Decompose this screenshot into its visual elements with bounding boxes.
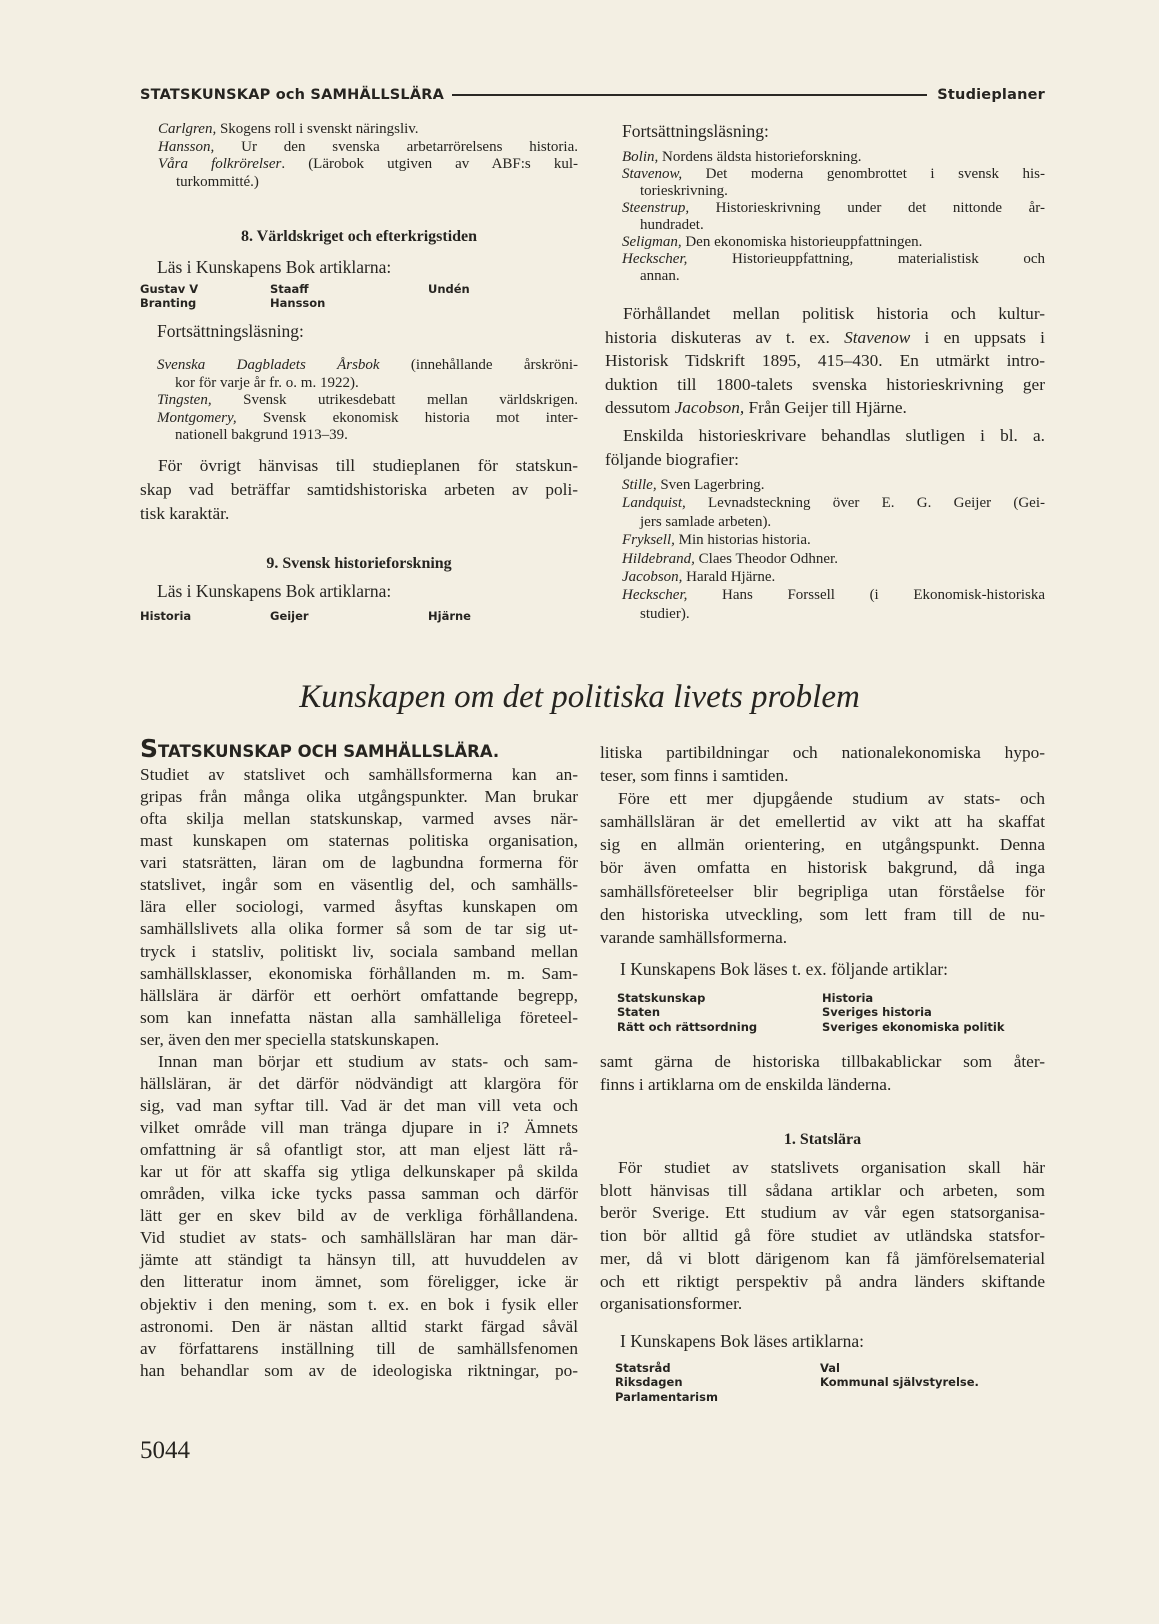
text-segment: ser, även den mer speciella statskunskapen. bbox=[140, 1029, 440, 1049]
text-line bbox=[140, 786, 578, 808]
reading-instruction: Läs i Kunskapens Bok artiklarna: bbox=[157, 581, 392, 601]
article-list bbox=[615, 1361, 1045, 1405]
text-line bbox=[600, 787, 1045, 810]
text-line bbox=[140, 764, 578, 786]
author-name: Bolin, bbox=[622, 149, 659, 165]
header-rule bbox=[452, 94, 927, 96]
text-segment: Historieuppfattning, materialistisk och bbox=[687, 251, 1045, 267]
text-segment: områden, vilka icke tycks passa samman och därför bbox=[140, 1184, 578, 1204]
article-name: Statskunskap bbox=[617, 991, 706, 1005]
text-segment: jämte att ständigt ta hänsyn till, att huvuddelen av bbox=[140, 1250, 578, 1270]
text-segment: följande biografier: bbox=[605, 450, 739, 469]
text-line bbox=[600, 1225, 1045, 1248]
text-segment: av författarens inställning till de samhällsfenomen bbox=[140, 1338, 578, 1358]
text-segment: För studiet av statslivets organisation skall här bbox=[618, 1158, 1045, 1177]
text-line bbox=[622, 605, 1045, 623]
text-segment: berör Sverige. Ett studium av vår egen statsorganisa- bbox=[600, 1203, 1045, 1223]
text-segment: Innan man börjar ett studium av stats- och sam- bbox=[158, 1051, 578, 1071]
text-line bbox=[140, 478, 578, 502]
text-segment: som kan innefatta nästan alla samhälleliga företeel- bbox=[140, 1007, 578, 1027]
text-segment: samhällsföreteelser blir begripliga utan förståelse för bbox=[600, 881, 1045, 901]
text-segment: Levnadsteckning över E. G. Geijer (Gei- bbox=[685, 495, 1045, 512]
paragraph bbox=[600, 1050, 1045, 1096]
text-line bbox=[140, 1316, 578, 1338]
text-line bbox=[157, 375, 578, 393]
text-line bbox=[140, 918, 578, 940]
article-name: Staten bbox=[617, 1005, 661, 1020]
reading-instruction: I Kunskapens Bok läses artiklarna: bbox=[620, 1331, 864, 1351]
article-name: Riksdagen bbox=[615, 1375, 683, 1390]
text-line bbox=[605, 326, 1045, 350]
text-segment: kar ut för att skaffa sig ytliga delkunskaper på skilda bbox=[140, 1162, 578, 1182]
text-line bbox=[622, 217, 1045, 234]
text-segment: teser, som finns i samtiden. bbox=[600, 766, 789, 786]
author-name: Landquist, bbox=[622, 495, 686, 512]
article-list bbox=[617, 991, 1047, 1035]
drop-cap: S bbox=[140, 734, 159, 763]
text-line bbox=[140, 830, 578, 852]
header-section-title: STATSKUNSKAP och SAMHÄLLSLÄRA bbox=[140, 87, 445, 103]
article-heading bbox=[140, 736, 499, 765]
text-line bbox=[605, 448, 1045, 472]
paragraph bbox=[600, 1157, 1045, 1316]
text-segment: Harald Hjärne. bbox=[682, 569, 776, 586]
article-name: Statsråd bbox=[615, 1361, 671, 1375]
author-name: Hildebrand, bbox=[622, 550, 695, 567]
text-segment: blott hänvisas till sådana artiklar och arbeten, som bbox=[600, 1180, 1045, 1200]
text-segment: Det moderna genombrottet i svensk his- bbox=[682, 166, 1045, 182]
text-line bbox=[622, 200, 1045, 217]
text-segment: skap vad beträffar samtidshistoriska arbeten av poli- bbox=[140, 480, 578, 499]
text-segment: . (Lärobok utgiven av ABF:s kul- bbox=[281, 156, 578, 172]
text-segment: i en uppsats i bbox=[910, 327, 1045, 347]
article-heading-text: TATSKUNSKAP OCH SAMHÄLLSLÄRA. bbox=[158, 742, 500, 761]
text-line bbox=[600, 1248, 1045, 1271]
text-line bbox=[140, 454, 578, 478]
text-line bbox=[140, 1117, 578, 1139]
article-name: Parlamentarism bbox=[615, 1389, 718, 1404]
text-segment: vilket område vill man tränga djupare in i? Ämnets bbox=[140, 1118, 578, 1137]
text-segment: och ett riktigt perspektiv på andra länders skiftande bbox=[600, 1271, 1045, 1291]
article-name: Undén bbox=[428, 282, 470, 296]
text-segment: omfattning är så ofantligt stor, att man eljest lätt rå- bbox=[140, 1140, 578, 1160]
text-line bbox=[157, 392, 578, 410]
text-line bbox=[140, 1029, 578, 1051]
text-segment: duktion till 1800-talets svenska historieskrivning ger bbox=[605, 374, 1045, 394]
paragraph bbox=[600, 741, 1045, 949]
text-line bbox=[605, 396, 1045, 420]
article-name: Rätt och rättsordning bbox=[617, 1019, 758, 1034]
text-segment: sig, vad man syftar till. Vad är det man vill veta och bbox=[140, 1095, 578, 1115]
text-segment: hundradet. bbox=[640, 217, 704, 233]
text-segment: Skogens roll i svenskt näringsliv. bbox=[216, 121, 419, 137]
author-name: Hansson, bbox=[158, 138, 215, 155]
author-name: Stille, bbox=[622, 477, 657, 493]
text-segment: torieskrivning. bbox=[640, 183, 728, 199]
author-name: Seligman, bbox=[622, 234, 682, 250]
text-line bbox=[140, 1249, 578, 1271]
text-line bbox=[140, 852, 578, 874]
text-segment: samhällsklasser, ekonomiska förhållanden m. m. Sam- bbox=[140, 963, 578, 983]
text-segment: annan. bbox=[640, 268, 680, 284]
text-segment: studier). bbox=[640, 605, 690, 622]
paragraph bbox=[605, 302, 1045, 420]
text-segment: tion bör alltid gå före studiet av utländska statsfor- bbox=[600, 1226, 1045, 1246]
article-name: Sveriges historia bbox=[822, 1005, 932, 1020]
text-line bbox=[622, 513, 1045, 531]
text-segment: turkommitté.) bbox=[176, 173, 259, 190]
text-line bbox=[622, 476, 1045, 494]
article-name: Hansson bbox=[270, 296, 326, 311]
text-line bbox=[600, 1073, 1045, 1096]
header-right-title: Studieplaner bbox=[937, 87, 1045, 103]
bibliography-list bbox=[622, 476, 1045, 623]
reading-instruction: Läs i Kunskapens Bok artiklarna: bbox=[157, 257, 392, 277]
article-body bbox=[140, 764, 578, 1382]
article-list bbox=[140, 609, 580, 625]
author-name: Heckscher, bbox=[622, 251, 688, 267]
author-name: Carlgren, bbox=[158, 121, 217, 137]
text-line bbox=[158, 174, 578, 192]
text-line bbox=[600, 1180, 1045, 1203]
text-line bbox=[157, 410, 578, 428]
text-line bbox=[600, 1050, 1045, 1073]
text-line bbox=[140, 963, 578, 985]
text-segment: hällsläran, är det därför nödvändigt att klargöra för bbox=[140, 1073, 578, 1093]
text-segment: nationell bakgrund 1913–39. bbox=[175, 427, 348, 443]
text-segment: samt gärna de historiska tillbakablickar som åter- bbox=[600, 1052, 1045, 1071]
text-segment: Svensk ekonomisk historia mot inter- bbox=[236, 409, 578, 426]
text-segment: astronomi. Den är nästan alltid starkt färgad såväl bbox=[140, 1316, 578, 1336]
text-line bbox=[140, 1360, 578, 1382]
text-line bbox=[622, 166, 1045, 183]
article-name: Historia bbox=[140, 609, 192, 623]
author-name: Heckscher, bbox=[622, 587, 688, 604]
text-segment: Historieskrivning under det nittonde år- bbox=[689, 200, 1045, 216]
further-reading-label: Fortsättningsläsning: bbox=[157, 321, 304, 341]
text-line bbox=[605, 349, 1045, 373]
text-segment: lära eller sociologi, varmed åsyftas kunskapen om bbox=[140, 897, 578, 917]
text-segment: Den ekonomiska historieuppfattningen. bbox=[681, 234, 923, 250]
article-name: Sveriges ekonomiska politik bbox=[822, 1019, 1005, 1034]
text-segment: Från Geijer till Hjärne. bbox=[744, 398, 907, 417]
author-name: Montgomery, bbox=[157, 409, 237, 426]
further-reading-label: Fortsättningsläsning: bbox=[622, 121, 769, 141]
page-number: 5044 bbox=[140, 1437, 190, 1464]
text-segment: Förhållandet mellan politisk historia och kultur- bbox=[623, 304, 1045, 323]
reading-instruction: I Kunskapens Bok läses t. ex. följande artiklar: bbox=[620, 959, 949, 979]
text-line bbox=[605, 424, 1045, 448]
text-line bbox=[158, 156, 578, 174]
article-column bbox=[140, 282, 198, 311]
text-line bbox=[605, 302, 1045, 326]
text-line bbox=[600, 833, 1045, 856]
text-segment: varande samhällsformerna. bbox=[600, 927, 788, 947]
text-segment: Claes Theodor Odhner. bbox=[694, 550, 838, 567]
running-header bbox=[140, 84, 1045, 106]
text-segment: lätt ger en skev bild av de verkliga förhållandena. bbox=[140, 1206, 578, 1226]
text-segment: tryck i statsliv, politiskt liv, sociala samband mellan bbox=[140, 941, 578, 961]
article-name: Geijer bbox=[270, 609, 309, 623]
paragraph bbox=[140, 454, 578, 526]
text-line bbox=[157, 427, 578, 445]
text-line bbox=[622, 234, 1045, 251]
text-segment: Ur den svenska arbetarrörelsens historia. bbox=[214, 138, 578, 155]
text-segment: Historisk Tidskrift 1895, 415–430. En utmärkt intro- bbox=[605, 351, 1045, 370]
text-segment: Studiet av statslivet och samhällsformerna kan an- bbox=[140, 765, 578, 784]
text-segment: mer, då vi blott därigenom kan få jämförelsematerial bbox=[600, 1248, 1045, 1268]
article-name: Historia bbox=[822, 991, 874, 1005]
text-segment: organisationsformer. bbox=[600, 1294, 743, 1314]
author-name: Fryksell, bbox=[622, 532, 675, 549]
text-segment: den historiska utveckling, som lett fram till de nu- bbox=[600, 904, 1045, 924]
text-line bbox=[600, 764, 1045, 787]
text-segment: Enskilda historieskrivare behandlas slutligen i bl. a. bbox=[623, 426, 1045, 445]
text-line bbox=[140, 1161, 578, 1183]
text-segment: samhällsläran är det emellertid av vikt att ha skaffat bbox=[600, 812, 1045, 832]
text-line bbox=[158, 139, 578, 157]
section-heading: 8. Världskriget och efterkrigstiden bbox=[240, 228, 478, 245]
text-line bbox=[140, 896, 578, 918]
author-name: Jacobson, bbox=[674, 398, 745, 417]
article-column bbox=[270, 609, 309, 623]
article-name: Hjärne bbox=[428, 609, 471, 623]
bibliography-list bbox=[622, 149, 1045, 285]
article-name: Branting bbox=[140, 296, 197, 311]
author-name: Våra folkrörelser bbox=[158, 156, 282, 172]
text-line bbox=[600, 880, 1045, 903]
author-name: Steenstrup, bbox=[622, 200, 690, 216]
text-segment: mast kunskapen om staternas politiska organisation, bbox=[140, 831, 578, 851]
text-segment: gripas från många olika utgångspunkter. Man brukar bbox=[140, 787, 578, 807]
text-line bbox=[622, 550, 1045, 568]
text-segment: Svensk utrikesdebatt mellan världskrigen. bbox=[211, 392, 578, 408]
text-segment: Sven Lagerbring. bbox=[656, 477, 765, 493]
text-segment: kor för varje år fr. o. m. 1922). bbox=[175, 374, 359, 391]
text-segment: För övrigt hänvisas till studieplanen för statskun- bbox=[158, 456, 578, 475]
text-line bbox=[605, 373, 1045, 397]
paragraph bbox=[605, 424, 1045, 472]
text-line bbox=[140, 1073, 578, 1095]
text-line bbox=[140, 1095, 578, 1117]
text-line bbox=[600, 741, 1045, 764]
section-title: Kunskapen om det politiska livets problem bbox=[299, 679, 860, 715]
text-segment: sig en allmän orientering, en utgångspunkt. Denna bbox=[600, 835, 1045, 855]
text-segment: Hans Forssell (i Ekonomisk-historiska bbox=[687, 587, 1045, 604]
article-list bbox=[140, 282, 580, 312]
text-segment: tisk karaktär. bbox=[140, 504, 230, 523]
article-name: Val bbox=[820, 1361, 840, 1375]
section-heading: 9. Svensk historieforskning bbox=[266, 555, 452, 572]
text-segment: vari statsrätten, läran om de lagbundna formerna för bbox=[140, 853, 578, 873]
text-segment: Vid studiet av stats- och samhällsläran har man där- bbox=[140, 1228, 578, 1248]
text-line bbox=[622, 568, 1045, 586]
author-name: Jacobson, bbox=[622, 569, 683, 586]
text-segment: dessutom bbox=[605, 398, 675, 417]
article-name: Staaff bbox=[270, 282, 309, 296]
bibliography-list bbox=[158, 121, 578, 191]
text-line bbox=[622, 586, 1045, 604]
text-line bbox=[600, 810, 1045, 833]
text-line bbox=[140, 1338, 578, 1360]
text-line bbox=[600, 856, 1045, 879]
text-line bbox=[140, 1007, 578, 1029]
article-column bbox=[820, 1361, 979, 1390]
text-segment: Min historias historia. bbox=[674, 532, 811, 549]
text-segment: (innehållande årskröni- bbox=[379, 357, 578, 373]
text-segment: statslivet, ingår som en väsentlig del, och samhälls- bbox=[140, 875, 578, 895]
text-line bbox=[140, 1051, 578, 1073]
text-line bbox=[140, 1271, 578, 1293]
text-line bbox=[140, 874, 578, 896]
author-name: Stavenow, bbox=[622, 166, 683, 182]
text-segment: den litteratur inom ämnet, som föreligger, icke är bbox=[140, 1272, 578, 1292]
text-line bbox=[157, 357, 578, 375]
text-line bbox=[140, 1183, 578, 1205]
text-line bbox=[622, 268, 1045, 285]
text-segment: bör även omfatta en historisk bakgrund, då inga bbox=[600, 858, 1045, 878]
text-line bbox=[140, 808, 578, 830]
text-line bbox=[140, 1294, 578, 1316]
text-line bbox=[600, 926, 1045, 949]
text-segment: hällslära är därför ett oerhört omfattande begrepp, bbox=[140, 985, 578, 1005]
text-segment: jers samlade arbeten). bbox=[640, 513, 772, 530]
article-column bbox=[140, 609, 191, 623]
text-line bbox=[622, 531, 1045, 549]
text-segment: objektiv i den mening, som t. ex. en bok i fysik eller bbox=[140, 1294, 578, 1314]
text-segment: samhällslivets alla olika former så som de tar sig ut- bbox=[140, 919, 578, 939]
bibliography-list bbox=[157, 357, 578, 445]
text-line bbox=[140, 985, 578, 1007]
text-line bbox=[140, 1227, 578, 1249]
text-line bbox=[622, 183, 1045, 200]
text-line bbox=[158, 121, 578, 139]
text-line bbox=[600, 1202, 1045, 1225]
article-name: Kommunal självstyrelse. bbox=[820, 1375, 979, 1390]
text-line bbox=[140, 941, 578, 963]
text-line bbox=[600, 1157, 1045, 1180]
text-line bbox=[600, 1271, 1045, 1294]
text-line bbox=[140, 502, 578, 526]
article-column bbox=[428, 609, 471, 623]
text-line bbox=[140, 1205, 578, 1227]
text-segment: ofta skilja mellan statskunskap, varmed avses när- bbox=[140, 809, 578, 829]
text-line bbox=[140, 1139, 578, 1161]
text-segment: litiska partibildningar och nationalekonomiska hypo- bbox=[600, 743, 1045, 762]
text-line bbox=[622, 494, 1045, 512]
section-heading: 1. Statslära bbox=[783, 1131, 862, 1148]
text-line bbox=[622, 251, 1045, 268]
text-line bbox=[622, 149, 1045, 166]
article-column bbox=[615, 1361, 718, 1404]
text-line bbox=[600, 903, 1045, 926]
text-segment: historia diskuteras av t. ex. bbox=[605, 327, 845, 347]
text-segment: finns i artiklarna om de enskilda länderna. bbox=[600, 1075, 892, 1094]
author-name: Svenska Dagbladets Årsbok bbox=[157, 357, 380, 373]
article-column bbox=[270, 282, 325, 311]
author-name: Tingsten, bbox=[157, 392, 212, 408]
article-column bbox=[822, 991, 1004, 1034]
article-column bbox=[428, 282, 470, 296]
text-segment: Nordens äldsta historieforskning. bbox=[658, 149, 862, 165]
text-segment: Före ett mer djupgående studium av stats- och bbox=[618, 789, 1045, 809]
text-line bbox=[600, 1293, 1045, 1316]
text-segment: han behandlar som av de ideologiska riktningar, po- bbox=[140, 1360, 578, 1380]
article-column bbox=[617, 991, 757, 1034]
author-name: Stavenow bbox=[844, 327, 911, 347]
article-name: Gustav V bbox=[140, 282, 199, 296]
